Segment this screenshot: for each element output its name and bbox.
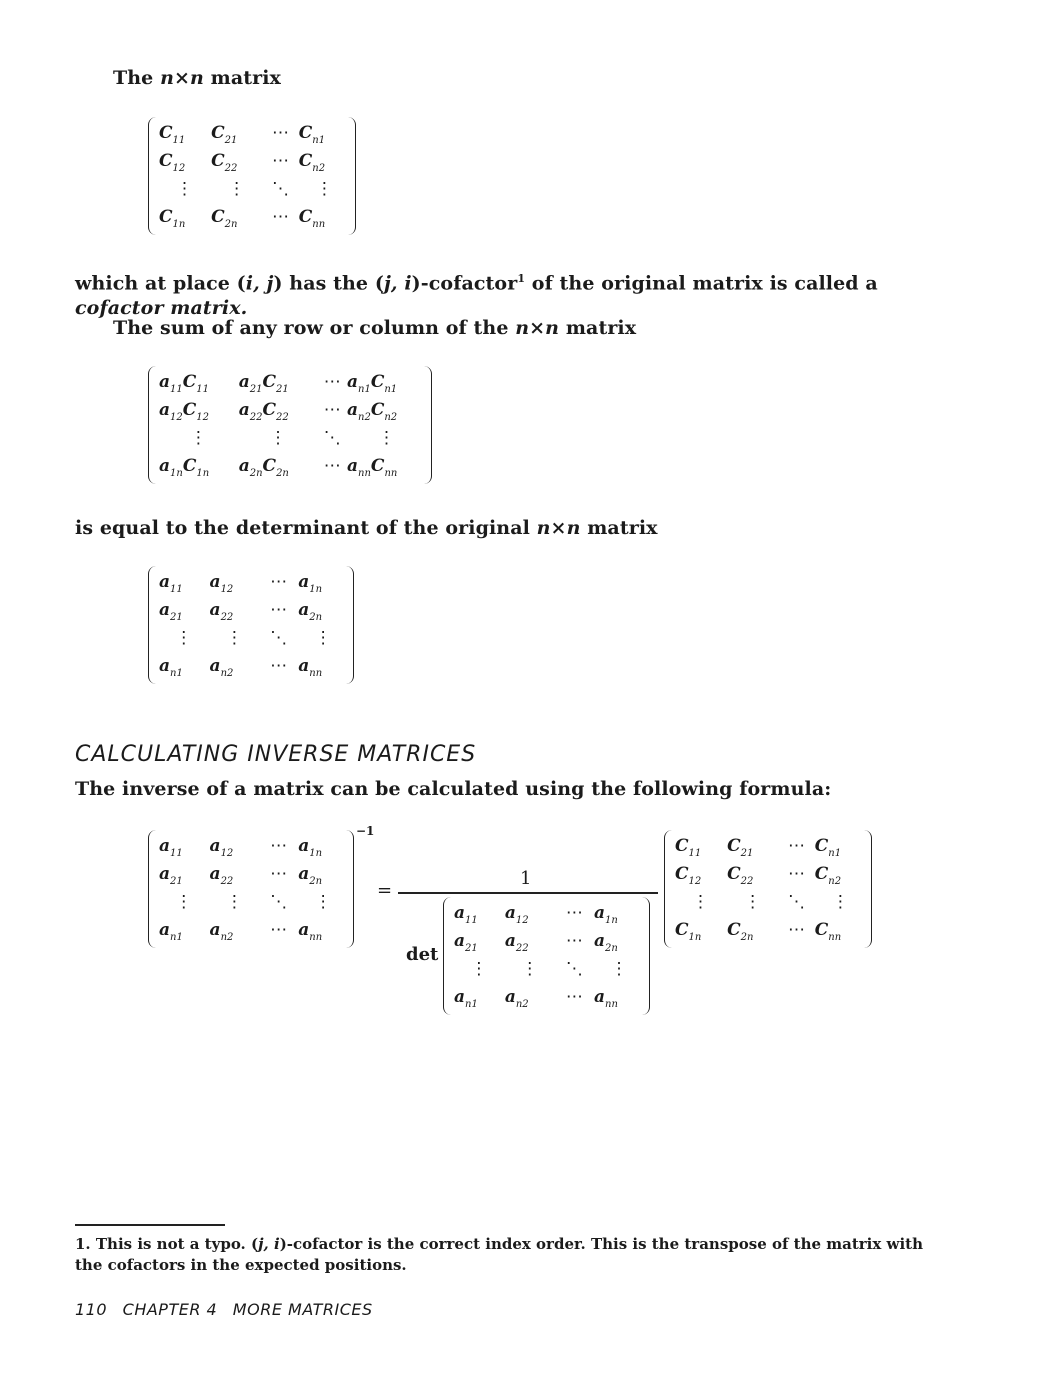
entry-subscript: 1n — [605, 915, 618, 926]
p1-ji: j, i — [383, 272, 412, 295]
entry-subscript: 1n — [196, 468, 210, 479]
entry-subscript: nn — [309, 668, 323, 679]
matrix-row — [454, 899, 645, 927]
matrix-entry — [454, 899, 505, 927]
matrix-entry: ⋯ — [565, 903, 584, 923]
matrix-entry: ⋮ — [314, 628, 333, 648]
matrix-entry — [210, 916, 261, 944]
entry-subscript: 21 — [465, 943, 478, 954]
intro-the: The — [113, 67, 154, 89]
entry-subscript: 21 — [170, 612, 183, 623]
matrix-entry — [298, 596, 349, 624]
matrix-entry: ⋯ — [323, 456, 342, 476]
entry-subscript: 2n — [740, 932, 754, 943]
matrix-entry — [298, 916, 349, 944]
p2-pre: The sum of any row or column of the — [113, 317, 516, 339]
entry-subscript: n2 — [312, 163, 326, 174]
matrix-entry — [211, 203, 263, 231]
paragraph-determinant — [75, 516, 658, 541]
matrix-entry — [727, 860, 779, 888]
entry-subscript: 11 — [170, 848, 183, 859]
matrix-row — [454, 955, 645, 983]
matrix-entry — [299, 203, 351, 231]
matrix-entry — [159, 368, 239, 396]
entry-subscript: 1n — [172, 219, 186, 230]
matrix-row — [159, 652, 349, 680]
footnote — [75, 1234, 975, 1276]
entry-subscript: n1 — [384, 384, 398, 395]
matrix-entry — [727, 832, 779, 860]
matrix-row — [159, 624, 349, 652]
entry-base: C — [727, 864, 741, 884]
entry-base: a — [238, 400, 250, 420]
matrix-entry — [298, 860, 349, 888]
matrix-entry: ⋱ — [565, 959, 584, 979]
entry-subscript: 12 — [172, 163, 186, 174]
matrix-row — [675, 860, 867, 888]
matrix-entry: ⋱ — [270, 892, 289, 912]
page-footer — [75, 1300, 373, 1319]
entry-base: C — [182, 400, 197, 420]
formula-cofactor-matrix — [664, 830, 872, 948]
chapter-label: CHAPTER 4 — [122, 1300, 218, 1319]
matrix-entry: ⋱ — [270, 628, 289, 648]
cofactor-matrix — [148, 117, 356, 235]
entry-subscript: 2n — [605, 943, 618, 954]
p1-mid: ) has the ( — [273, 272, 384, 295]
matrix-entry — [210, 860, 261, 888]
matrix-entry — [594, 983, 645, 1011]
entry-subscript: nn — [309, 932, 323, 943]
entry-base: a — [298, 572, 310, 592]
matrix-entry — [594, 899, 645, 927]
matrix-grid — [159, 568, 349, 680]
entry-base: a — [594, 903, 606, 923]
entry-subscript: nn — [384, 468, 398, 479]
footnote-divider — [75, 1224, 225, 1226]
entry-subscript: nn — [312, 219, 326, 230]
matrix-entry: ⋮ — [692, 892, 711, 912]
matrix-entry — [210, 832, 261, 860]
entry-subscript: 21 — [170, 876, 183, 887]
entry-base: a — [298, 836, 310, 856]
entry-subscript: nn — [605, 999, 618, 1010]
entry-subscript: n1 — [170, 668, 183, 679]
matrix-entry — [159, 916, 210, 944]
entry-base: a — [347, 372, 359, 392]
matrix-grid — [454, 899, 645, 1011]
intro-matrix-word: matrix — [210, 67, 281, 89]
entry-subscript: 12 — [170, 412, 183, 423]
entry-base: C — [182, 372, 197, 392]
matrix-entry — [159, 147, 211, 175]
entry-subscript: 12 — [688, 876, 702, 887]
entry-base: C — [211, 207, 225, 227]
matrix-entry: ⋮ — [610, 959, 629, 979]
matrix-entry — [347, 452, 427, 480]
p3-post: matrix — [580, 517, 658, 539]
matrix-entry: ⋮ — [175, 628, 194, 648]
det-label: det — [406, 944, 439, 965]
entry-base: C — [675, 920, 689, 940]
matrix-entry — [675, 860, 727, 888]
matrix-row — [675, 832, 867, 860]
entry-subscript: 21 — [275, 384, 289, 395]
entry-base: C — [814, 920, 829, 940]
entry-base: a — [159, 656, 171, 676]
denominator-a-matrix — [443, 897, 650, 1015]
matrix-entry: ⋯ — [270, 600, 289, 620]
entry-base: C — [370, 372, 385, 392]
matrix-entry: ⋯ — [270, 920, 289, 940]
matrix-entry — [159, 568, 210, 596]
entry-subscript: n2 — [358, 412, 371, 423]
matrix-row — [159, 396, 427, 424]
matrix-entry: ⋯ — [565, 987, 584, 1007]
matrix-entry — [505, 983, 556, 1011]
entry-subscript: 11 — [170, 384, 183, 395]
entry-base: C — [159, 123, 173, 143]
matrix-entry — [159, 203, 211, 231]
matrix-row — [454, 927, 645, 955]
matrix-entry — [210, 568, 261, 596]
p1-post: )-cofactor — [411, 272, 518, 295]
entry-base: C — [211, 151, 225, 171]
section-heading: CALCULATING INVERSE MATRICES — [75, 742, 477, 767]
entry-subscript: 21 — [224, 135, 238, 146]
matrix-entry — [298, 652, 349, 680]
matrix-entry — [159, 119, 211, 147]
matrix-row — [159, 832, 349, 860]
entry-subscript: 11 — [196, 384, 210, 395]
entry-subscript: 22 — [515, 943, 529, 954]
matrix-entry: ⋮ — [176, 179, 195, 199]
equals-sign: = — [377, 880, 393, 901]
matrix-row — [159, 916, 349, 944]
entry-base: C — [262, 456, 277, 476]
entry-subscript: 1n — [170, 468, 183, 479]
matrix-row — [159, 175, 351, 203]
entry-subscript: n2 — [515, 999, 529, 1010]
matrix-entry: ⋱ — [271, 179, 290, 199]
entry-base: C — [298, 151, 313, 171]
p3-pre: is equal to the determinant of the original — [75, 517, 537, 539]
entry-subscript: 2n — [249, 468, 263, 479]
entry-base: a — [298, 600, 310, 620]
entry-subscript: 11 — [688, 848, 702, 859]
entry-base: C — [211, 123, 225, 143]
entry-base: a — [454, 903, 466, 923]
formula-a-matrix — [148, 830, 354, 948]
entry-subscript: 11 — [465, 915, 478, 926]
matrix-entry: ⋯ — [270, 656, 289, 676]
entry-subscript: n1 — [358, 384, 371, 395]
entry-subscript: 1n — [688, 932, 702, 943]
matrix-grid — [159, 832, 349, 944]
matrix-entry — [505, 927, 556, 955]
entry-base: a — [159, 600, 171, 620]
entry-base: C — [675, 864, 689, 884]
entry-base: a — [298, 864, 310, 884]
matrix-entry — [727, 916, 779, 944]
matrix-entry: ⋯ — [323, 372, 342, 392]
entry-subscript: 11 — [170, 584, 183, 595]
fraction-bar — [398, 892, 658, 894]
entry-subscript: 2n — [309, 876, 323, 887]
matrix-entry: ⋮ — [228, 179, 247, 199]
fn-line2: the cofactors in the expected positions. — [75, 1256, 407, 1274]
entry-subscript: 22 — [224, 163, 238, 174]
entry-base: a — [298, 656, 310, 676]
entry-base: C — [370, 456, 385, 476]
entry-subscript: 22 — [220, 612, 234, 623]
matrix-entry: ⋯ — [270, 836, 289, 856]
matrix-entry: ⋮ — [521, 959, 540, 979]
chapter-title: MORE MATRICES — [232, 1300, 373, 1319]
entry-subscript: nn — [358, 468, 371, 479]
fn-line1: )-cofactor is the correct index order. This is the transpose of the matrix with — [279, 1235, 923, 1253]
entry-base: C — [814, 864, 829, 884]
matrix-entry — [159, 832, 210, 860]
entry-base: a — [159, 456, 171, 476]
entry-base: a — [504, 931, 516, 951]
entry-subscript: 1n — [309, 848, 323, 859]
matrix-row — [159, 860, 349, 888]
entry-subscript: 12 — [196, 412, 210, 423]
matrix-entry — [594, 927, 645, 955]
entry-base: a — [209, 656, 221, 676]
entry-subscript: n1 — [465, 999, 478, 1010]
matrix-row — [675, 916, 867, 944]
entry-base: C — [262, 372, 276, 392]
entry-subscript: n1 — [312, 135, 326, 146]
matrix-entry: ⋮ — [225, 628, 244, 648]
matrix-grid — [675, 832, 867, 944]
matrix-entry — [815, 832, 867, 860]
entry-base: C — [182, 456, 197, 476]
entry-base: a — [209, 572, 221, 592]
matrix-row — [159, 119, 351, 147]
matrix-row — [159, 368, 427, 396]
matrix-entry: ⋯ — [271, 123, 290, 143]
entry-base: C — [159, 151, 173, 171]
matrix-grid — [159, 119, 351, 231]
matrix-entry: ⋯ — [787, 864, 806, 884]
matrix-row — [159, 424, 427, 452]
entry-base: a — [347, 456, 359, 476]
entry-base: C — [298, 207, 313, 227]
matrix-entry: ⋯ — [270, 864, 289, 884]
matrix-row — [159, 147, 351, 175]
entry-base: a — [454, 931, 466, 951]
matrix-entry: ⋮ — [315, 179, 334, 199]
entry-subscript: n2 — [220, 668, 234, 679]
entry-subscript: n2 — [220, 932, 234, 943]
entry-subscript: 12 — [220, 848, 234, 859]
matrix-row — [159, 203, 351, 231]
matrix-row — [675, 888, 867, 916]
p2-nxn: n×n — [515, 317, 560, 339]
entry-base: a — [209, 836, 221, 856]
matrix-row — [159, 596, 349, 624]
entry-subscript: 21 — [740, 848, 754, 859]
matrix-entry: ⋯ — [271, 207, 290, 227]
term-cofactor-matrix: cofactor matrix. — [75, 297, 248, 320]
entry-subscript: 22 — [220, 876, 234, 887]
entry-base: a — [594, 931, 606, 951]
entry-base: a — [209, 864, 221, 884]
entry-base: a — [159, 572, 171, 592]
entry-subscript: 2n — [224, 219, 238, 230]
entry-base: a — [347, 400, 359, 420]
entry-subscript: 21 — [249, 384, 263, 395]
matrix-entry — [159, 452, 239, 480]
entry-base: a — [594, 987, 606, 1007]
matrix-entry — [675, 832, 727, 860]
entry-base: a — [298, 920, 310, 940]
matrix-row — [159, 452, 427, 480]
entry-base: a — [159, 400, 171, 420]
matrix-entry: ⋯ — [787, 920, 806, 940]
matrix-entry — [299, 119, 351, 147]
entry-subscript: n1 — [170, 932, 183, 943]
matrix-entry — [210, 652, 261, 680]
matrix-entry: ⋮ — [175, 892, 194, 912]
entry-base: a — [209, 600, 221, 620]
matrix-grid — [159, 368, 427, 480]
entry-base: C — [370, 400, 385, 420]
fn-pre: 1. This is not a typo. ( — [75, 1235, 259, 1253]
matrix-row — [159, 888, 349, 916]
entry-base: C — [262, 400, 276, 420]
matrix-entry — [454, 983, 505, 1011]
matrix-entry — [299, 147, 351, 175]
entry-subscript: 2n — [276, 468, 289, 479]
paragraph-inverse-formula: The inverse of a matrix can be calculated using the following formula: — [75, 778, 832, 800]
entry-subscript: n2 — [828, 876, 842, 887]
footnote-ref: 1 — [517, 272, 526, 285]
matrix-entry: ⋯ — [565, 931, 584, 951]
entry-subscript: 22 — [740, 876, 754, 887]
matrix-entry — [211, 147, 263, 175]
p1-ij: i, j — [245, 272, 274, 295]
entry-base: C — [298, 123, 313, 143]
entry-base: a — [504, 903, 516, 923]
matrix-entry — [210, 596, 261, 624]
a-matrix — [148, 566, 354, 684]
entry-base: a — [159, 372, 171, 392]
matrix-entry — [505, 899, 556, 927]
numerator-one: 1 — [520, 868, 532, 889]
entry-base: a — [454, 987, 466, 1007]
entry-subscript: 12 — [515, 915, 529, 926]
matrix-entry: ⋮ — [314, 892, 333, 912]
inverse-exponent: −1 — [356, 824, 375, 838]
intro-nxn: n×n — [160, 67, 204, 89]
matrix-entry — [159, 860, 210, 888]
matrix-entry — [347, 396, 427, 424]
entry-subscript: 11 — [172, 135, 186, 146]
entry-subscript: 22 — [249, 412, 263, 423]
entry-base: C — [814, 836, 829, 856]
entry-base: a — [159, 836, 171, 856]
entry-base: C — [727, 836, 741, 856]
matrix-entry: ⋯ — [270, 572, 289, 592]
p2-post: matrix — [559, 317, 637, 339]
entry-subscript: n2 — [384, 412, 398, 423]
matrix-entry: ⋯ — [271, 151, 290, 171]
fn-ji: j, i — [258, 1235, 280, 1253]
matrix-entry: ⋱ — [787, 892, 806, 912]
matrix-entry — [159, 596, 210, 624]
matrix-entry — [239, 452, 319, 480]
matrix-entry: ⋮ — [189, 428, 208, 448]
intro-line — [113, 66, 281, 91]
matrix-entry: ⋱ — [323, 428, 342, 448]
entry-base: a — [504, 987, 516, 1007]
paragraph-sum — [113, 316, 636, 341]
paragraph-cofactor-definition — [75, 266, 975, 321]
matrix-entry: ⋮ — [378, 428, 396, 448]
matrix-entry — [347, 368, 427, 396]
matrix-entry — [815, 916, 867, 944]
entry-subscript: n1 — [828, 848, 842, 859]
matrix-entry — [298, 832, 349, 860]
entry-subscript: 2n — [309, 612, 323, 623]
p3-nxn: n×n — [536, 517, 581, 539]
matrix-entry — [239, 396, 319, 424]
matrix-entry: ⋮ — [744, 892, 763, 912]
entry-base: C — [159, 207, 173, 227]
matrix-entry — [815, 860, 867, 888]
entry-base: C — [675, 836, 689, 856]
entry-subscript: 22 — [275, 412, 289, 423]
entry-subscript: nn — [828, 932, 842, 943]
entry-base: C — [727, 920, 741, 940]
matrix-entry: ⋮ — [831, 892, 850, 912]
matrix-entry — [239, 368, 319, 396]
entry-base: a — [159, 920, 171, 940]
matrix-entry — [159, 396, 239, 424]
matrix-entry — [675, 916, 727, 944]
matrix-entry: ⋮ — [269, 428, 288, 448]
matrix-entry: ⋯ — [323, 400, 342, 420]
matrix-entry: ⋮ — [225, 892, 244, 912]
entry-base: a — [238, 372, 250, 392]
matrix-entry — [454, 927, 505, 955]
matrix-entry: ⋯ — [787, 836, 806, 856]
product-matrix — [148, 366, 432, 484]
matrix-entry: ⋮ — [470, 959, 489, 979]
p1-pre: which at place ( — [75, 272, 246, 295]
matrix-entry — [211, 119, 263, 147]
entry-subscript: 1n — [309, 584, 323, 595]
entry-base: a — [209, 920, 221, 940]
matrix-entry — [159, 652, 210, 680]
entry-base: a — [238, 456, 250, 476]
matrix-row — [454, 983, 645, 1011]
page-number: 110 — [75, 1300, 108, 1319]
p1-tail: of the original matrix is called a — [525, 272, 878, 295]
entry-base: a — [159, 864, 171, 884]
matrix-entry — [298, 568, 349, 596]
matrix-row — [159, 568, 349, 596]
entry-subscript: 12 — [220, 584, 234, 595]
